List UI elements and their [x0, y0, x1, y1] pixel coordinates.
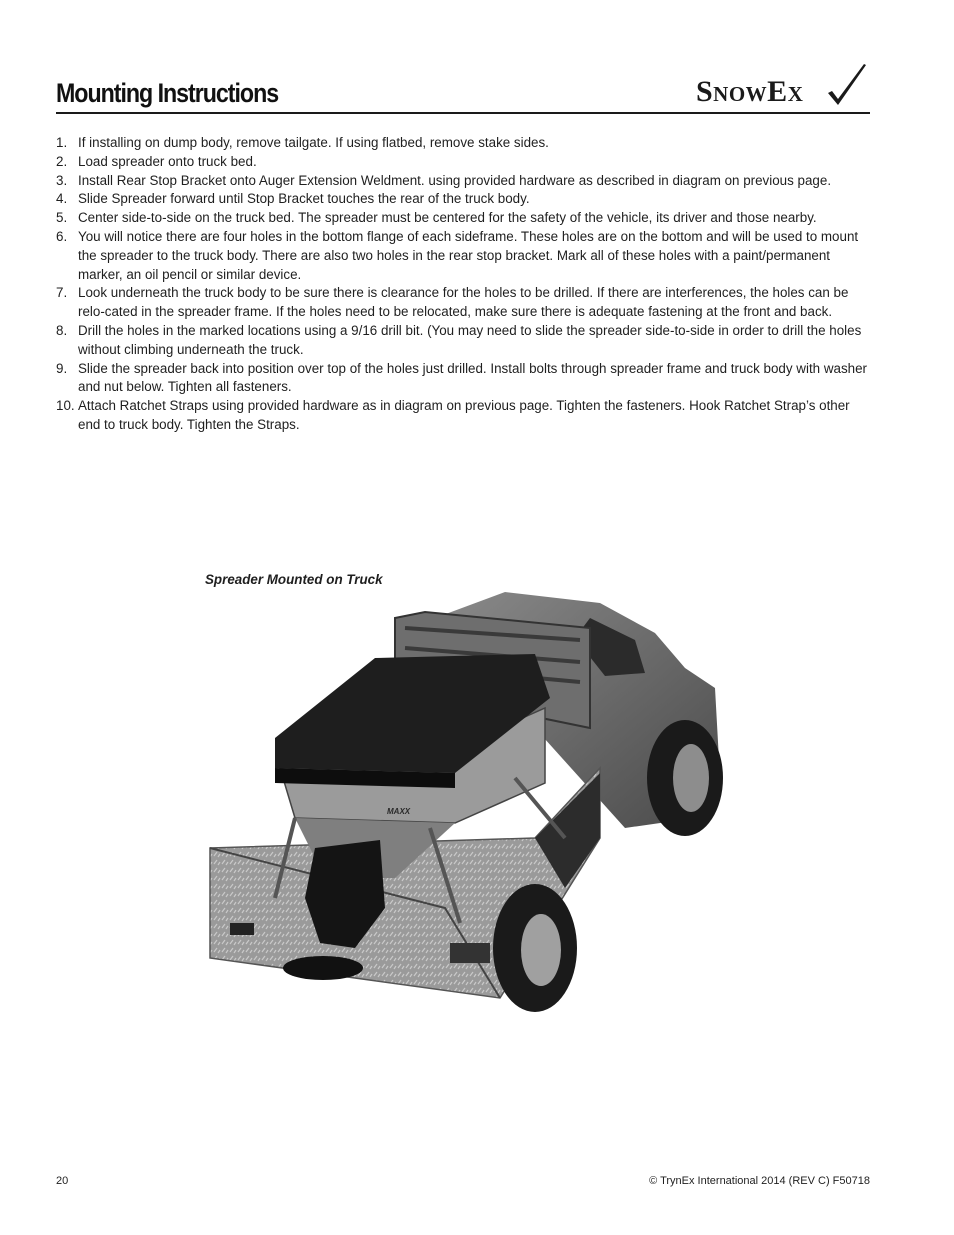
page-number: 20	[56, 1175, 69, 1187]
step-number: 4.	[56, 191, 68, 207]
step-item	[56, 190, 870, 209]
step-item	[56, 397, 870, 435]
step-item	[56, 322, 870, 360]
copyright-notice: © TrynEx International 2014 (REV C) F50718	[649, 1175, 870, 1187]
step-item	[56, 134, 870, 153]
step-number: 9.	[56, 360, 68, 376]
step-item	[56, 360, 870, 398]
step-text: Slide Spreader forward until Stop Bracket touches the rear of the truck body.	[78, 191, 530, 207]
step-number: 7.	[56, 285, 68, 301]
step-item	[56, 284, 870, 322]
step-number: 10.	[56, 398, 75, 414]
truck-illustration	[205, 578, 725, 1018]
step-number: 1.	[56, 135, 68, 150]
step-number: 8.	[56, 322, 68, 338]
step-number: 6.	[56, 228, 68, 244]
step-text: Install Rear Stop Bracket onto Auger Extension Weldment. using provided hardware as described in diagram on previous page.	[78, 172, 832, 188]
step-text: Attach Ratchet Straps using provided hardware as in diagram on previous page. Tighten the fasteners. Hook Ratchet Strap’s other end to truck body. Tighten the Straps.	[78, 398, 850, 432]
instruction-list	[56, 134, 870, 435]
step-text: Center side-to-side on the truck bed. The spreader must be centered for the safety of the vehicle, its driver and those nearby.	[78, 210, 817, 226]
step-text: Drill the holes in the marked locations using a 9/16 drill bit. (You may need to slide the spreader side-to-side in order to drill the holes without climbing underneath the truck.	[78, 322, 862, 357]
logo-wordmark: SnowEx	[696, 75, 804, 108]
step-item	[56, 172, 870, 191]
hopper-label: MAXX	[387, 807, 411, 816]
step-text: Slide the spreader back into position over top of the holes just drilled. Install bolts through spreader frame and truck body with washer and nut below. Tighten all fasteners.	[78, 360, 867, 395]
step-text: You will notice there are four holes in the bottom flange of each sideframe. These holes are on the bottom and will be used to mount the spreader to the truck body. There are also two holes in the rear stop bracket. Mark all of these holes with a paint/permanent marker, an oil pencil or similar device.	[78, 228, 859, 282]
page-header	[56, 66, 870, 114]
step-item	[56, 153, 870, 172]
step-number: 5.	[56, 210, 68, 226]
checkmark-icon	[820, 63, 870, 109]
figure-caption: Spreader Mounted on Truck	[205, 572, 383, 587]
page-title: Mounting Instructions	[56, 78, 279, 108]
step-item	[56, 228, 870, 284]
snowex-logo	[694, 63, 870, 109]
step-number: 3.	[56, 172, 68, 188]
step-text: If installing on dump body, remove tailgate. If using flatbed, remove stake sides.	[78, 135, 549, 150]
step-text: Look underneath the truck body to be sure there is clearance for the holes to be drilled. If there are interferences, the holes can be relo-cated in the spreader frame. If the holes need to be relocated, make sure there is adequate fastening at the front and back.	[78, 285, 849, 320]
step-number: 2.	[56, 153, 68, 169]
truck-figure	[205, 572, 725, 1022]
step-text: Load spreader onto truck bed.	[78, 153, 257, 169]
step-item	[56, 209, 870, 228]
